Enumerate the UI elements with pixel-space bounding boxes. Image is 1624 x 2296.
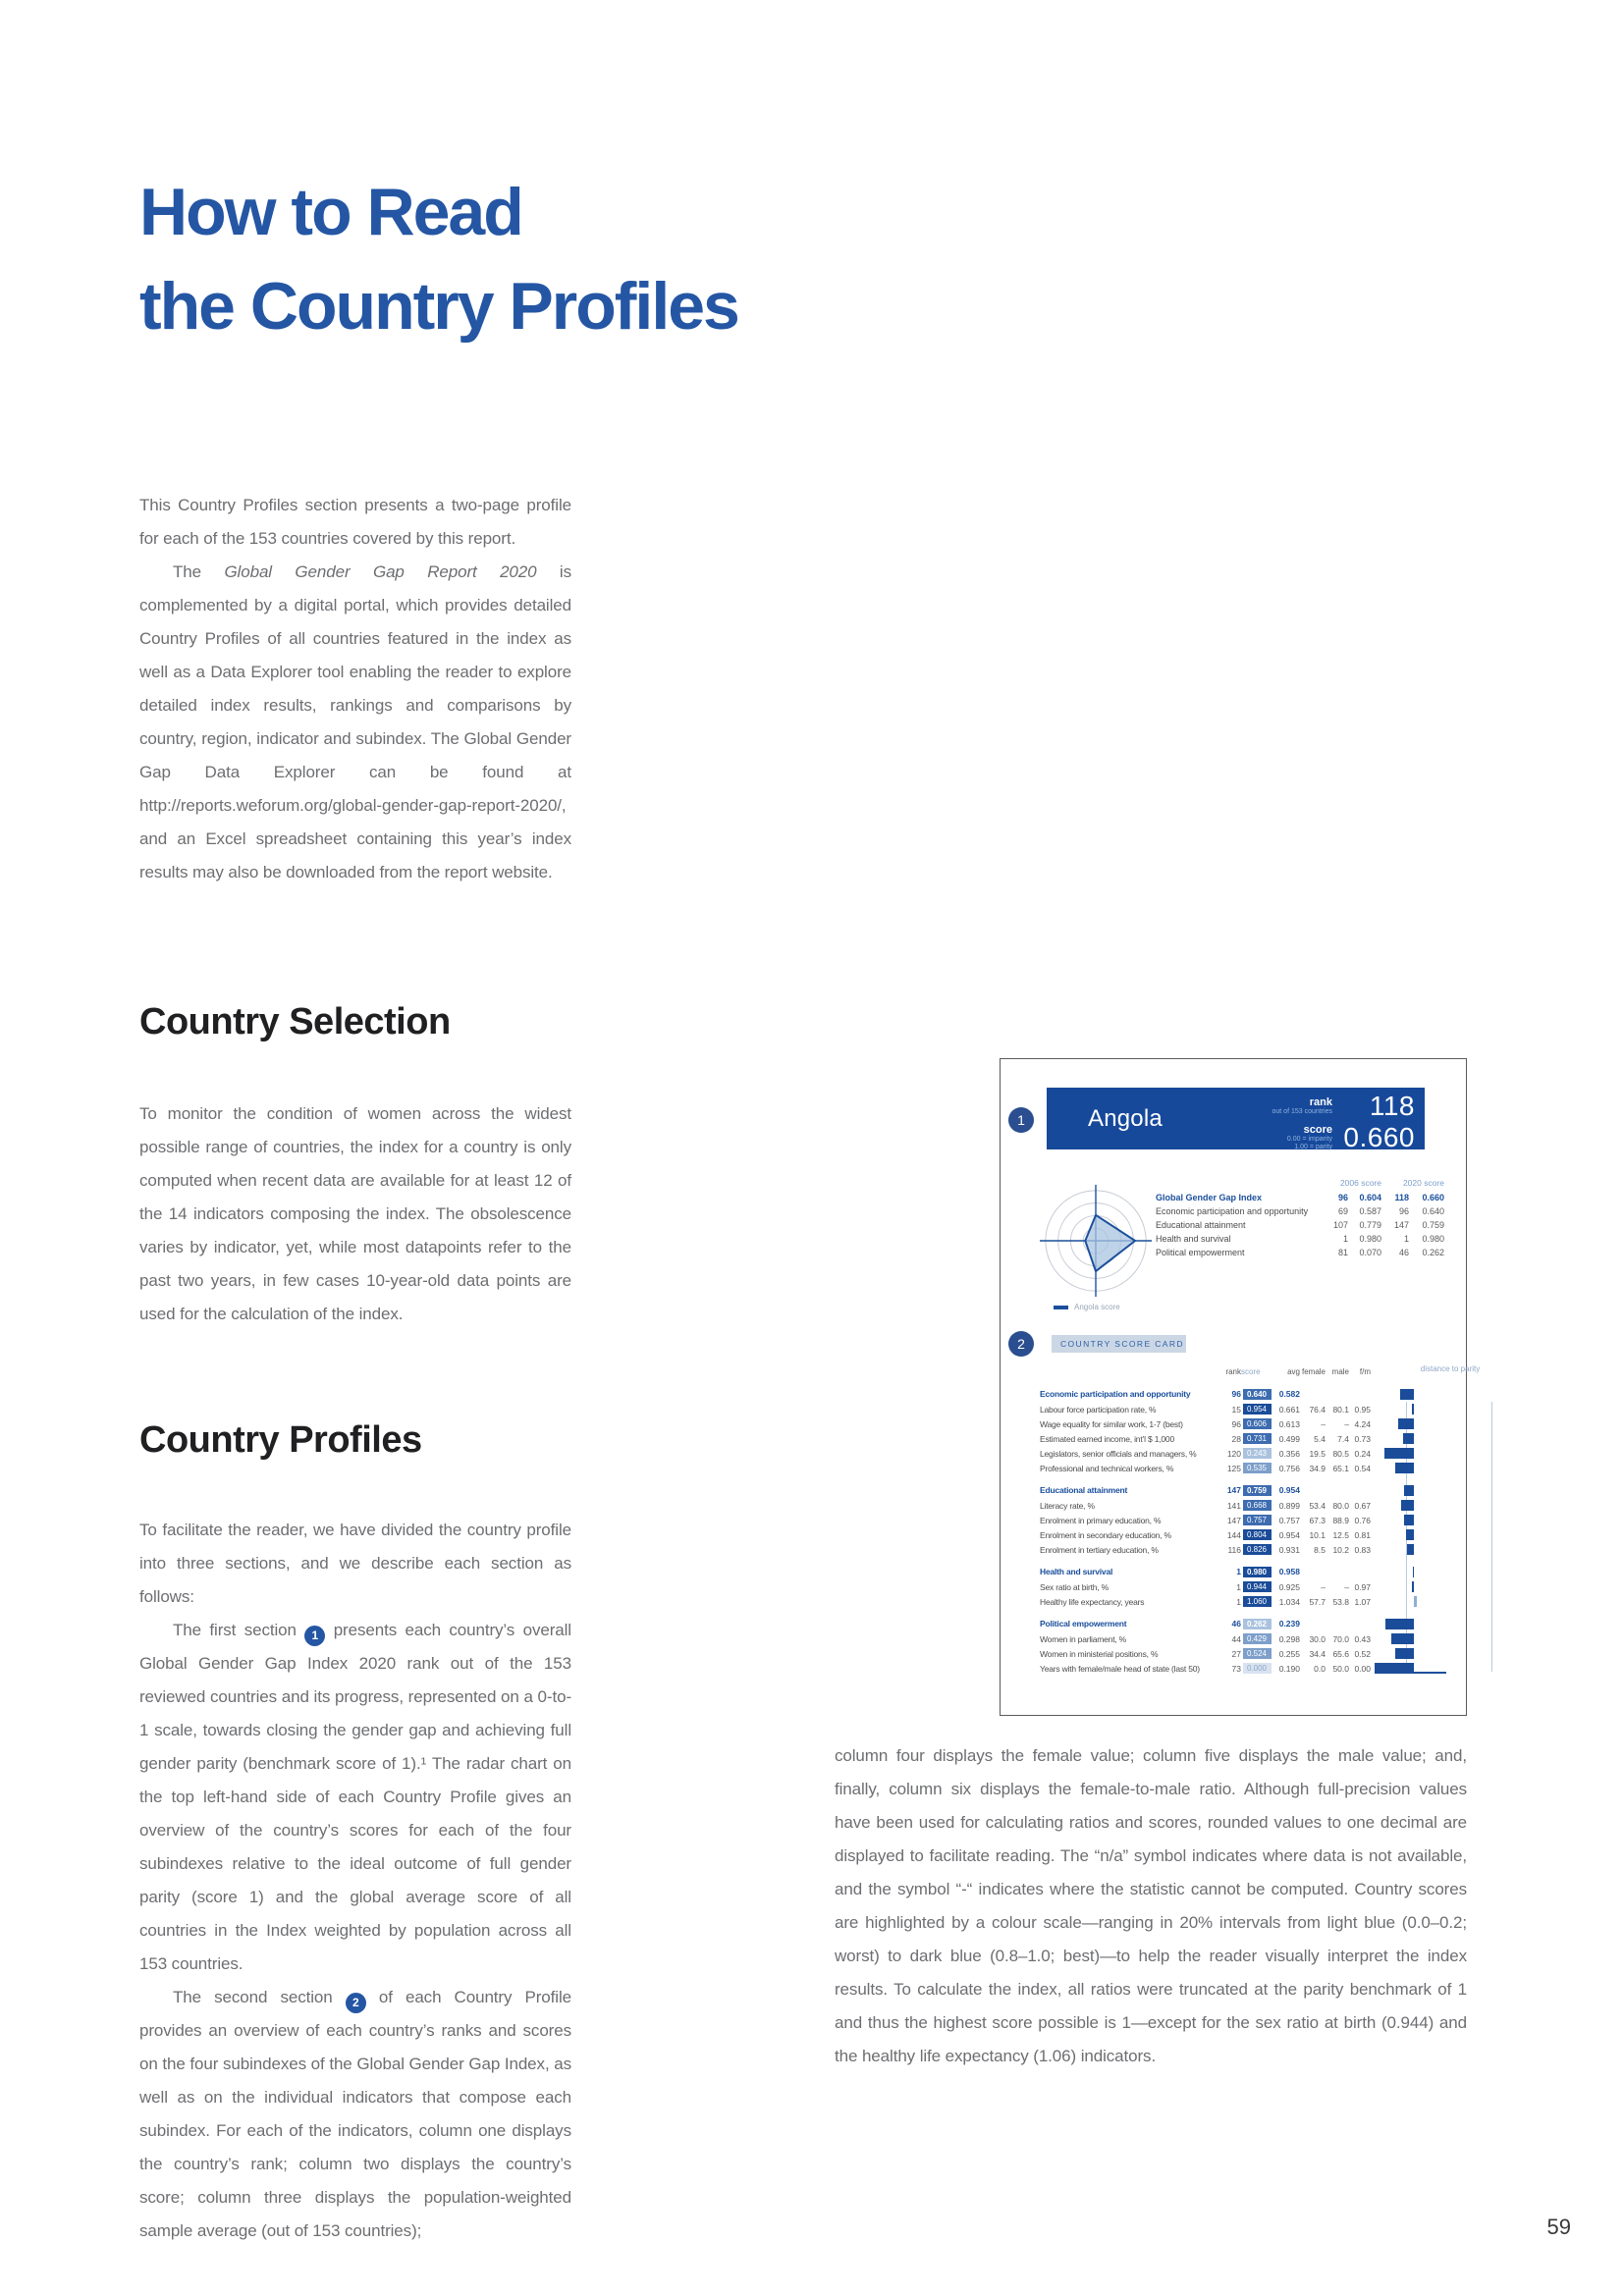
profiles-p3-pre: The second section [173, 1988, 346, 2006]
indicator-label: Health and survival [1040, 1567, 1113, 1576]
section-2-badge [346, 1993, 366, 2013]
col-avg: avg [1287, 1367, 1300, 1376]
indicator-avg: 0.661 [1278, 1404, 1300, 1415]
col-score: score [1241, 1367, 1261, 1376]
indicator-avg: 0.499 [1278, 1433, 1300, 1444]
indicator-label: Sex ratio at birth, % [1040, 1581, 1109, 1592]
indicator-avg: 0.190 [1278, 1663, 1300, 1674]
overview-col-2006: 2006 score [1339, 1178, 1381, 1188]
indicator-score-wrap [1241, 1596, 1272, 1607]
col-female: female [1301, 1367, 1326, 1376]
overview-row [1156, 1191, 1450, 1204]
indicator-female: 30.0 [1309, 1633, 1326, 1644]
indicator-rank: 120 [1226, 1448, 1241, 1459]
intro-paragraphs [139, 489, 571, 889]
distance-to-parity-bar [1398, 1418, 1414, 1429]
profiles-paragraph-1: To facilitate the reader, we have divided the country profile into three sections, and we describe each section as follows: [139, 1521, 571, 1606]
indicator-rank: 27 [1231, 1648, 1241, 1659]
score-card-row [1040, 1402, 1460, 1416]
heading-country-selection: Country Selection [139, 1001, 451, 1042]
indicator-fm-ratio: 0.73 [1354, 1433, 1371, 1444]
score-row [1272, 1122, 1416, 1153]
distance-to-parity-bar [1404, 1515, 1414, 1525]
indicator-fm-ratio: 0.83 [1354, 1544, 1371, 1555]
distance-to-parity-bar [1406, 1529, 1414, 1540]
page-title-line1: How to Read [139, 175, 522, 249]
indicator-rank: 28 [1231, 1433, 1241, 1444]
distance-to-parity-bar-track [1375, 1633, 1457, 1644]
indicator-score-wrap [1241, 1500, 1272, 1511]
col-rank: rank [1225, 1367, 1241, 1376]
distance-to-parity-bar [1407, 1544, 1414, 1555]
profiles-paragraph-2 [139, 1614, 571, 1981]
indicator-label: Women in ministerial positions, % [1040, 1648, 1159, 1659]
score-card-row [1040, 1579, 1460, 1594]
distance-to-parity-bar-track [1375, 1463, 1457, 1473]
indicator-avg: 0.954 [1278, 1529, 1300, 1540]
overview-rank-2006: 96 [1337, 1193, 1348, 1202]
indicator-label: Professional and technical workers, % [1040, 1463, 1174, 1473]
distance-to-parity-bar [1384, 1448, 1414, 1459]
indicator-female: 67.3 [1309, 1515, 1326, 1525]
indicator-score-cell: 0.535 [1243, 1463, 1272, 1473]
distance-to-parity-bar-track [1375, 1500, 1457, 1511]
indicator-score-wrap [1241, 1663, 1272, 1674]
indicator-score-wrap [1241, 1433, 1272, 1444]
indicator-label: Educational attainment [1040, 1485, 1128, 1495]
distance-to-parity-bar-track [1375, 1648, 1457, 1659]
indicator-fm-ratio: 0.52 [1354, 1648, 1371, 1659]
indicator-label: Wage equality for similar work, 1-7 (best) [1040, 1418, 1183, 1429]
indicator-male: 65.1 [1332, 1463, 1349, 1473]
score-card-row [1040, 1386, 1460, 1402]
distance-to-parity-bar [1412, 1581, 1414, 1592]
overview-rank-2006: 1 [1342, 1234, 1348, 1244]
subindex-overview-table [1156, 1177, 1450, 1259]
indicator-male: – [1344, 1418, 1349, 1429]
indicator-label: Literacy rate, % [1040, 1500, 1095, 1511]
indicator-avg: 0.931 [1278, 1544, 1300, 1555]
distance-to-parity-bar [1375, 1663, 1414, 1674]
indicator-score-wrap [1241, 1544, 1272, 1555]
distance-to-parity-bar-track [1375, 1389, 1457, 1400]
indicator-rank: 147 [1226, 1485, 1241, 1495]
indicator-score-cell: 0.757 [1243, 1515, 1272, 1525]
page-title-line2: the Country Profiles [139, 269, 738, 344]
overview-score-2020: 0.660 [1422, 1193, 1444, 1202]
report-title-italic: Global Gender Gap Report 2020 [224, 562, 537, 581]
indicator-score-cell: 0.606 [1243, 1418, 1272, 1429]
rank-sublabel: out of 153 countries [1272, 1108, 1332, 1116]
indicator-score-cell: 0.944 [1243, 1581, 1272, 1592]
indicator-male: 50.0 [1332, 1663, 1349, 1674]
indicator-female: – [1321, 1418, 1326, 1429]
indicator-rank: 96 [1231, 1418, 1241, 1429]
distance-to-parity-bar-track [1375, 1404, 1457, 1415]
score-card-row [1040, 1527, 1460, 1542]
indicator-fm-ratio: 0.00 [1354, 1663, 1371, 1674]
distance-to-parity-bar [1413, 1567, 1414, 1577]
overview-score-2006: 0.604 [1359, 1193, 1381, 1202]
overview-score-2020: 0.262 [1422, 1248, 1444, 1257]
score-card-row [1040, 1498, 1460, 1513]
overview-row-label: Global Gender Gap Index [1156, 1193, 1263, 1202]
indicator-score-wrap [1241, 1389, 1272, 1400]
col-fm: f/m [1359, 1367, 1371, 1376]
indicator-fm-ratio: 0.67 [1354, 1500, 1371, 1511]
parity-overflow-bar [1414, 1596, 1417, 1607]
indicator-male: 7.4 [1337, 1433, 1349, 1444]
indicator-female: 57.7 [1309, 1596, 1326, 1607]
indicator-avg: 0.298 [1278, 1633, 1300, 1644]
intro-p2-pre: The [173, 562, 225, 581]
section-1-badge-number: 1 [311, 1629, 319, 1642]
distance-to-parity-bar-track [1375, 1619, 1457, 1629]
distance-to-parity-bar-track [1375, 1515, 1457, 1525]
distance-to-parity-bar [1412, 1404, 1414, 1415]
indicator-female: 53.4 [1309, 1500, 1326, 1511]
distance-to-parity-bar-track [1375, 1663, 1457, 1674]
indicator-score-wrap [1241, 1463, 1272, 1473]
indicator-label: Enrolment in primary education, % [1040, 1515, 1162, 1525]
distance-to-parity-bar [1385, 1619, 1415, 1629]
score-card-row [1040, 1431, 1460, 1446]
overview-rows [1156, 1191, 1450, 1259]
rank-label: rank [1309, 1095, 1332, 1108]
distance-to-parity-bar [1401, 1500, 1414, 1511]
overview-row-label: Political empowerment [1156, 1248, 1245, 1257]
indicator-fm-ratio: 4.24 [1354, 1418, 1371, 1429]
col-male: male [1331, 1367, 1349, 1376]
overview-row [1156, 1246, 1450, 1259]
indicator-fm-ratio: 0.24 [1354, 1448, 1371, 1459]
figure-section-2-badge [1008, 1331, 1034, 1357]
intro-paragraph-2 [139, 556, 571, 889]
score-card-row [1040, 1564, 1460, 1579]
right-column-paragraph: column four displays the female value; column five displays the male value; and, finally, column six displays the female-to-male ratio. Although full-precision values have been used for calculating ratios and scores, rounded values to one decimal are displayed to facilitate reading. The “n/a” symbol indicates where data is not available, and the symbol “-“ indicates where the statistic cannot be computed. Country scores are highlighted by a colour scale—ranging in 20% intervals from light blue (0.0–0.2; worst) to dark blue (0.8–1.0; best)—to help the reader visually interpret the index results. To calculate the index, all ratios were truncated at the parity benchmark of 1 and thus the highest score possible is 1—except for the sex ratio at birth (0.944) and the healthy life expectancy (1.06) indicators. [835, 1746, 1467, 2065]
indicator-rank: 1 [1236, 1567, 1241, 1576]
overview-rank-2006: 69 [1337, 1206, 1348, 1216]
indicator-rank: 1 [1236, 1596, 1241, 1607]
overview-score-2006: 0.980 [1359, 1234, 1381, 1244]
overview-col-2020: 2020 score [1402, 1178, 1444, 1188]
indicator-avg: 0.954 [1278, 1485, 1300, 1495]
overview-rank-2020: 147 [1393, 1220, 1409, 1230]
overview-rank-2006: 107 [1332, 1220, 1348, 1230]
profiles-p2-post: presents each country’s overall Global Gender Gap Index 2020 rank out of the 153 reviewed countries and its progress, represented on a 0-to-1 scale, towards closing the gender gap and achieving full gender parity (benchmark score of 1).¹ The radar chart on the top left-hand side of each Country Profile gives an overview of the country’s scores for each of the four subindexes relative to the ideal outcome of full gender parity (score 1) and the global average score of all countries in the Index weighted by population across all 153 countries. [139, 1621, 571, 1973]
overview-row-label: Educational attainment [1156, 1220, 1246, 1230]
indicator-rank: 44 [1231, 1633, 1241, 1644]
distance-to-parity-bar-track [1375, 1567, 1457, 1577]
indicator-male: 88.9 [1332, 1515, 1349, 1525]
country-name: Angola [1088, 1104, 1163, 1132]
distance-to-parity-bar [1403, 1433, 1414, 1444]
overview-rank-2020: 96 [1398, 1206, 1409, 1216]
indicator-label: Political empowerment [1040, 1619, 1127, 1629]
indicator-female: 34.4 [1309, 1648, 1326, 1659]
indicator-female: 10.1 [1309, 1529, 1326, 1540]
country-header-bar [1047, 1088, 1425, 1152]
indicator-score-wrap [1241, 1619, 1272, 1629]
indicator-score-cell: 0.243 [1243, 1448, 1272, 1459]
score-card-row [1040, 1446, 1460, 1461]
indicator-fm-ratio: 0.95 [1354, 1404, 1371, 1415]
indicator-rank: 144 [1226, 1529, 1241, 1540]
indicator-fm-ratio: 0.54 [1354, 1463, 1371, 1473]
overview-header-row [1156, 1177, 1450, 1190]
indicator-male: 80.5 [1332, 1448, 1349, 1459]
radar-score-polygon [1085, 1215, 1135, 1271]
indicator-male: 70.0 [1332, 1633, 1349, 1644]
indicator-male: 65.6 [1332, 1648, 1349, 1659]
indicator-score-wrap [1241, 1581, 1272, 1592]
indicator-avg: 0.757 [1278, 1515, 1300, 1525]
distance-to-parity-bar-track [1375, 1581, 1457, 1592]
section-2-badge-number: 2 [352, 1996, 359, 2009]
indicator-female: 8.5 [1314, 1544, 1326, 1555]
radar-legend [1054, 1303, 1120, 1311]
indicator-rank: 96 [1231, 1389, 1241, 1399]
indicator-female: 34.9 [1309, 1463, 1326, 1473]
score-card-rows [1040, 1386, 1460, 1676]
indicator-score-cell: 0.524 [1243, 1648, 1272, 1659]
indicator-female: 0.0 [1314, 1663, 1326, 1674]
distance-to-parity-bar-track [1375, 1544, 1457, 1555]
score-card-row [1040, 1646, 1460, 1661]
indicator-score-cell: 0.262 [1243, 1619, 1272, 1629]
indicator-female: 5.4 [1314, 1433, 1326, 1444]
score-sublabel-1: 0.00 = imparity [1286, 1136, 1332, 1144]
heading-country-profiles: Country Profiles [139, 1419, 422, 1461]
indicator-avg: 0.899 [1278, 1500, 1300, 1511]
score-card-row [1040, 1594, 1460, 1609]
rank-row [1272, 1091, 1416, 1122]
indicator-rank: 125 [1226, 1463, 1241, 1473]
overview-row-label: Economic participation and opportunity [1156, 1206, 1309, 1216]
profiles-p2-pre: The first section [173, 1621, 305, 1639]
score-value: 0.660 [1343, 1122, 1415, 1152]
distance-to-parity-bar [1395, 1648, 1414, 1659]
indicator-score-wrap [1241, 1515, 1272, 1525]
distance-to-parity-bar-track [1375, 1448, 1457, 1459]
indicator-fm-ratio: 0.97 [1354, 1581, 1371, 1592]
selection-paragraph: To monitor the condition of women across the widest possible range of countries, the index for a country is only computed when recent data are available for at least 12 of the 14 indicators composing the index. The obsolescence varies by indicator, yet, while most datapoints refer to the past two years, in few cases 10-year-old data points are used for the calculation of the index. [139, 1104, 571, 1323]
indicator-score-wrap [1241, 1404, 1272, 1415]
figure-badge-1-number: 1 [1017, 1112, 1025, 1128]
indicator-label: Economic participation and opportunity [1040, 1389, 1191, 1399]
indicator-fm-ratio: 0.81 [1354, 1529, 1371, 1540]
distance-to-parity-bar [1391, 1633, 1414, 1644]
indicator-rank: 15 [1231, 1404, 1241, 1415]
indicator-male: 80.0 [1332, 1500, 1349, 1511]
indicator-score-cell: 0.826 [1243, 1544, 1272, 1555]
overview-rank-2020: 46 [1398, 1248, 1409, 1257]
right-column-text [835, 1739, 1467, 2073]
indicator-label: Women in parliament, % [1040, 1633, 1127, 1644]
indicator-score-cell: 0.668 [1243, 1500, 1272, 1511]
indicator-score-cell: 0.640 [1243, 1389, 1272, 1400]
score-label: score [1303, 1123, 1332, 1136]
indicator-score-wrap [1241, 1529, 1272, 1540]
intro-p2-post: is complemented by a digital portal, which provides detailed Country Profiles of all countries featured in the index as well as a Data Explorer tool enabling the reader to explore detailed index results, rankings and comparisons by country, region, indicator and subindex. The Global Gender Gap Data Explorer can be found at http://reports.weforum.org/global-gender-gap-report-2020/, and an Excel spreadsheet containing this year’s index results may also be downloaded from the report website. [139, 562, 572, 881]
indicator-female: 19.5 [1309, 1448, 1326, 1459]
indicator-avg: 0.582 [1278, 1389, 1300, 1399]
country-profiles-text [139, 1514, 571, 2248]
indicator-avg: 0.255 [1278, 1648, 1300, 1659]
overview-score-2020: 0.980 [1422, 1234, 1444, 1244]
figure-badge-2-number: 2 [1017, 1336, 1025, 1352]
indicator-rank: 141 [1226, 1500, 1241, 1511]
indicator-label: Legislators, senior officials and managers, % [1040, 1448, 1197, 1459]
indicator-fm-ratio: 0.43 [1354, 1633, 1371, 1644]
country-selection-text [139, 1097, 571, 1331]
overview-rank-2020: 118 [1394, 1193, 1409, 1202]
score-card-row [1040, 1542, 1460, 1557]
overview-row-label: Health and survival [1156, 1234, 1231, 1244]
score-card-row [1040, 1482, 1460, 1498]
score-card-row [1040, 1661, 1460, 1676]
distance-to-parity-bar-track [1375, 1596, 1457, 1607]
overview-row [1156, 1232, 1450, 1246]
indicator-score-wrap [1241, 1485, 1272, 1496]
score-card-row [1040, 1461, 1460, 1475]
indicator-female: 76.4 [1309, 1404, 1326, 1415]
distance-to-parity-bar [1395, 1463, 1414, 1473]
score-card-row [1040, 1631, 1460, 1646]
indicator-label: Labour force participation rate, % [1040, 1404, 1157, 1415]
section-1-badge [304, 1626, 325, 1646]
overview-rank-2006: 81 [1337, 1248, 1348, 1257]
overview-score-2006: 0.070 [1359, 1248, 1381, 1257]
country-profile-figure [1000, 1058, 1481, 1716]
distance-to-parity-bar-track [1375, 1433, 1457, 1444]
indicator-avg: 0.239 [1278, 1619, 1300, 1629]
score-card-table [1040, 1364, 1481, 1676]
indicator-rank: 147 [1226, 1515, 1241, 1525]
indicator-label: Estimated earned income, int’l $ 1,000 [1040, 1433, 1174, 1444]
indicator-score-wrap [1241, 1633, 1272, 1644]
distance-to-parity-bar-track [1375, 1529, 1457, 1540]
country-score-card-banner: COUNTRY SCORE CARD [1052, 1335, 1186, 1353]
indicator-score-cell: 0.000 [1243, 1663, 1272, 1674]
indicator-score-cell: 1.060 [1243, 1596, 1272, 1607]
intro-paragraph-1: This Country Profiles section presents a two-page profile for each of the 153 countries covered by this report. [139, 496, 571, 548]
indicator-avg: 0.356 [1278, 1448, 1300, 1459]
overview-rank-2020: 1 [1403, 1234, 1409, 1244]
rank-score-block [1272, 1091, 1416, 1153]
score-card-row [1040, 1513, 1460, 1527]
overview-score-2006: 0.587 [1359, 1206, 1381, 1216]
distance-to-parity-bar-track [1375, 1418, 1457, 1429]
indicator-score-wrap [1241, 1567, 1272, 1577]
indicator-rank: 46 [1231, 1619, 1241, 1629]
indicator-label: Years with female/male head of state (last 50) [1040, 1663, 1200, 1674]
indicator-avg: 0.958 [1278, 1567, 1300, 1576]
legend-swatch [1054, 1306, 1068, 1309]
profiles-paragraph-3 [139, 1981, 571, 2248]
overview-row [1156, 1218, 1450, 1232]
figure-section-1-badge [1008, 1107, 1034, 1133]
legend-label: Angola score [1074, 1303, 1120, 1311]
distance-to-parity-bar [1400, 1389, 1414, 1400]
score-card-row [1040, 1416, 1460, 1431]
score-card-row [1040, 1616, 1460, 1631]
distance-to-parity-bar-track [1375, 1485, 1457, 1496]
indicator-fm-ratio: 0.76 [1354, 1515, 1371, 1525]
indicator-score-cell: 0.429 [1243, 1633, 1272, 1644]
indicator-score-cell: 0.980 [1243, 1567, 1272, 1577]
indicator-fm-ratio: 1.07 [1354, 1596, 1371, 1607]
overview-row [1156, 1204, 1450, 1218]
overview-score-2006: 0.779 [1359, 1220, 1381, 1230]
indicator-score-wrap [1241, 1648, 1272, 1659]
indicator-avg: 0.613 [1278, 1418, 1300, 1429]
indicator-rank: 73 [1231, 1663, 1241, 1674]
indicator-avg: 0.756 [1278, 1463, 1300, 1473]
profiles-p3-post: of each Country Profile provides an overview of each country’s ranks and scores on the four subindexes of the Global Gender Gap Index, as well as on the individual indicators that compose each subindex. For each of the indicators, column one displays the country’s rank; column two displays the country’s score; column three displays the population-weighted sample average (out of 153 countries); [139, 1988, 571, 2240]
indicator-score-wrap [1241, 1448, 1272, 1459]
indicator-male: 53.8 [1332, 1596, 1349, 1607]
indicator-avg: 0.925 [1278, 1581, 1300, 1592]
indicator-score-cell: 0.804 [1243, 1529, 1272, 1540]
indicator-label: Enrolment in secondary education, % [1040, 1529, 1171, 1540]
distance-to-parity-bar [1404, 1485, 1414, 1496]
indicator-male: 80.1 [1332, 1404, 1349, 1415]
indicator-male: 10.2 [1332, 1544, 1349, 1555]
page-number: 59 [1546, 2215, 1571, 2239]
indicator-label: Healthy life expectancy, years [1040, 1596, 1145, 1607]
indicator-avg: 1.034 [1278, 1596, 1300, 1607]
indicator-label: Enrolment in tertiary education, % [1040, 1544, 1159, 1555]
rank-value: 118 [1369, 1091, 1415, 1121]
distance-to-parity-label: distance to parity [1420, 1364, 1481, 1373]
indicator-score-wrap [1241, 1418, 1272, 1429]
indicator-score-cell: 0.731 [1243, 1433, 1272, 1444]
indicator-score-cell: 0.759 [1243, 1485, 1272, 1496]
indicator-male: – [1344, 1581, 1349, 1592]
indicator-female: – [1321, 1581, 1326, 1592]
radar-chart [1038, 1183, 1154, 1299]
overview-score-2020: 0.759 [1422, 1220, 1444, 1230]
page-title [139, 165, 738, 353]
indicator-male: 12.5 [1332, 1529, 1349, 1540]
indicator-score-cell: 0.954 [1243, 1404, 1272, 1415]
overview-score-2020: 0.640 [1422, 1206, 1444, 1216]
indicator-rank: 1 [1236, 1581, 1241, 1592]
radar-chart-svg [1038, 1183, 1154, 1299]
indicator-rank: 116 [1227, 1544, 1241, 1555]
score-sublabel-2: 1.00 = parity [1294, 1143, 1332, 1150]
